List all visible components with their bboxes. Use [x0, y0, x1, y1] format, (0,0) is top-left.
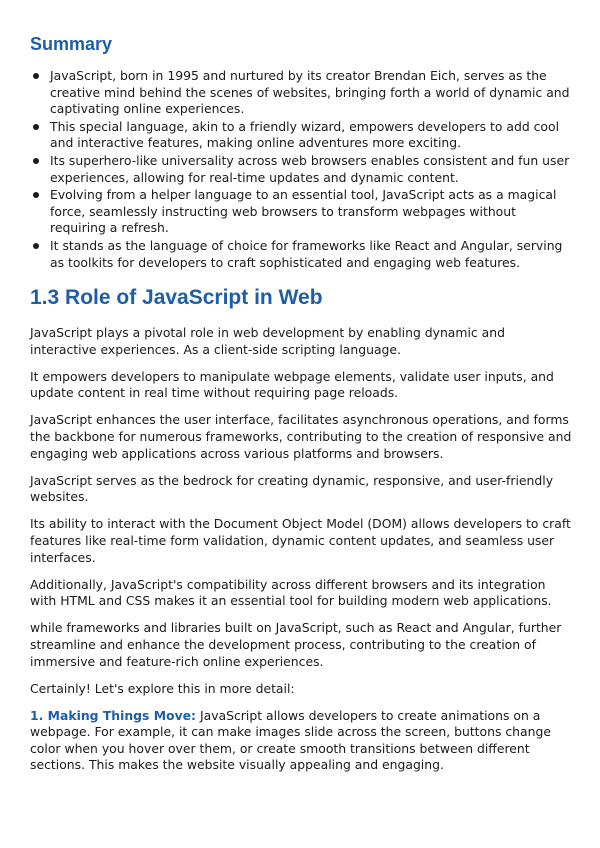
point-lead: 1. Making Things Move:: [30, 707, 197, 723]
section-heading: 1.3 Role of JavaScript in Web: [30, 286, 323, 309]
list-item: [30, 68, 575, 118]
list-item: [30, 238, 575, 271]
list-item-text: This special language, akin to a friendly wizard, empowers developers to add cool and interactive features, making online adventures more exciting.: [50, 118, 560, 151]
point-paragraph: [30, 708, 575, 774]
list-item-text: It stands as the language of choice for frameworks like React and Angular, serving as toolkits for developers to craft sophisticated and engaging web features.: [50, 237, 563, 270]
bullet-icon: [33, 73, 39, 79]
paragraph: while frameworks and libraries built on JavaScript, such as React and Angular, further streamline and enhance the development process, contributing to the creation of immersive and feature-rich online experiences.: [30, 620, 562, 669]
paragraph: Its ability to interact with the Document Object Model (DOM) allows developers to craft features like real-time form validation, dynamic content updates, and seamless user interfaces.: [30, 516, 571, 565]
summary-heading: Summary: [30, 34, 113, 54]
point-text: JavaScript allows developers to create animations on a webpage. For example, it can make images slide across the screen, buttons change color when you hover over them, or create smooth transitions between different sections. This makes the website visually appealing and engaging.: [30, 707, 551, 773]
paragraph: JavaScript serves as the bedrock for creating dynamic, responsive, and user-friendly websites.: [30, 472, 554, 505]
list-item-text: Its superhero-like universality across web browsers enables consistent and fun user experiences, allowing for real-time updates and dynamic content.: [50, 152, 570, 185]
list-item: [30, 153, 575, 186]
paragraph: Additionally, JavaScript's compatibility across different browsers and its integration with HTML and CSS makes it an essential tool for building modern web applications.: [30, 576, 552, 609]
list-item-text: JavaScript, born in 1995 and nurtured by its creator Brendan Eich, serves as the creative mind behind the scenes of websites, bringing forth a world of dynamic and captivating online experiences.: [50, 68, 570, 117]
bullet-icon: [33, 124, 39, 130]
list-item: [30, 119, 575, 152]
section-body: [30, 325, 575, 785]
list-item: [30, 187, 575, 237]
bullet-icon: [33, 192, 39, 198]
paragraph: JavaScript enhances the user interface, facilitates asynchronous operations, and forms the backbone for numerous frameworks, contributing to the creation of responsive and engaging web applications across various platforms and browsers.: [30, 412, 572, 461]
paragraph: Certainly! Let's explore this in more detail:: [30, 680, 295, 696]
paragraph: JavaScript plays a pivotal role in web development by enabling dynamic and interactive experiences. As a client-side scripting language.: [30, 325, 505, 357]
bullet-icon: [33, 243, 39, 249]
bullet-icon: [33, 158, 39, 164]
paragraph: It empowers developers to manipulate webpage elements, validate user inputs, and update content in real time without requiring page reloads.: [30, 368, 554, 401]
summary-list: [30, 68, 575, 272]
list-item-text: Evolving from a helper language to an essential tool, JavaScript acts as a magical force, seamlessly instructing web browsers to transform webpages without requiring a refresh.: [50, 187, 557, 236]
